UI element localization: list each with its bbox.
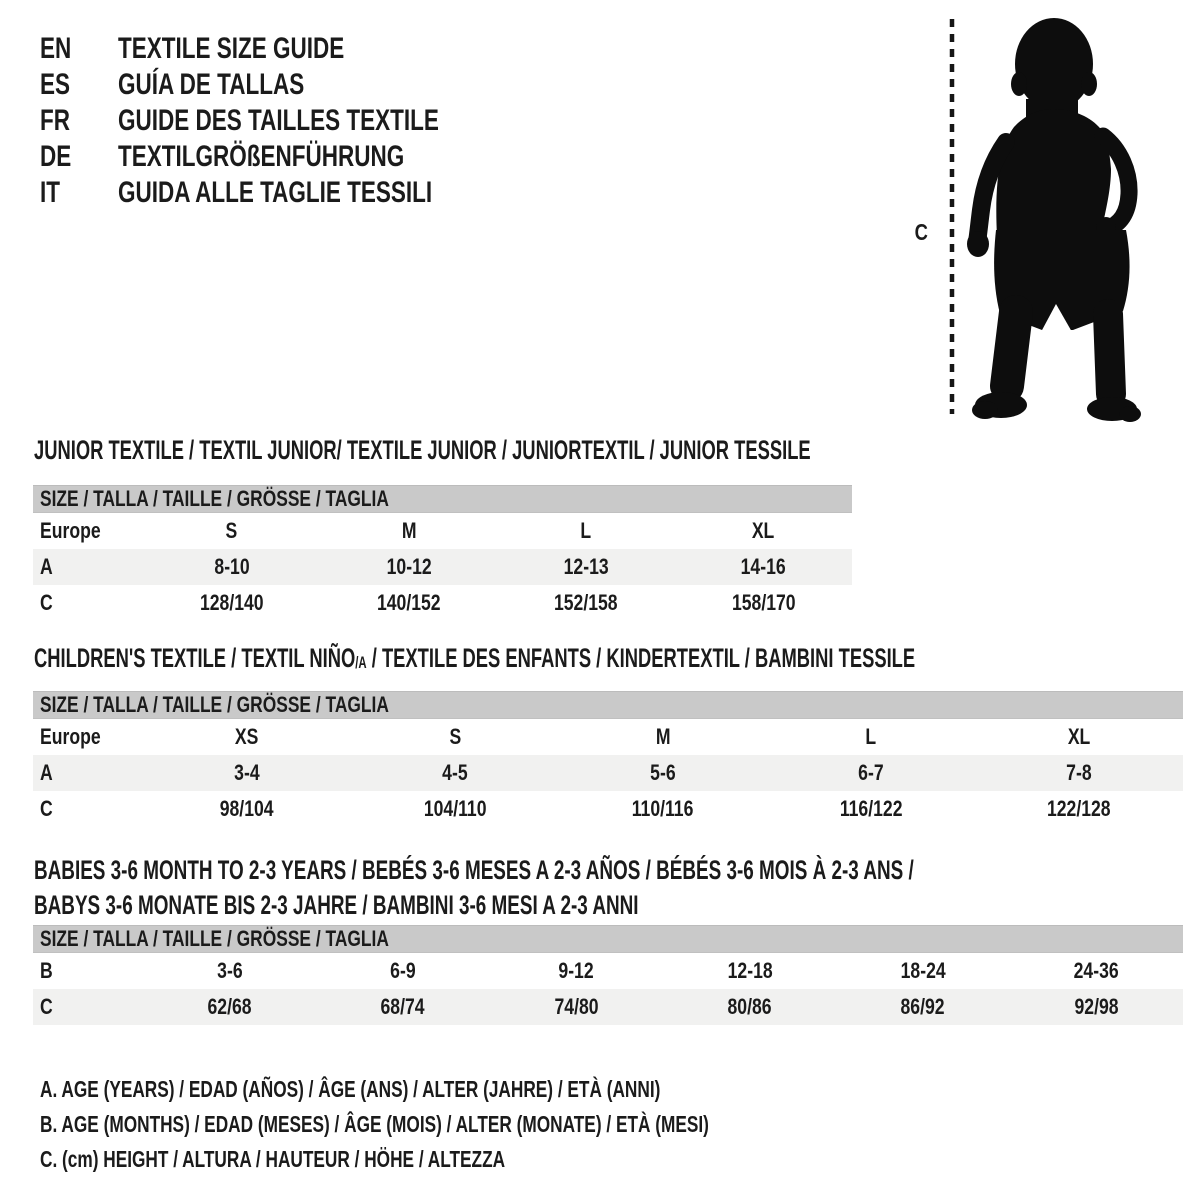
height-value: 158/170 [731, 590, 796, 615]
language-row [40, 31, 546, 67]
legend-line-b: B. AGE (MONTHS) / EDAD (MESES) / ÂGE (MOIS) / ALTER (MONATE) / ETÀ (MESI) [40, 1111, 709, 1137]
size-value: XS [235, 724, 259, 749]
age-months-value: 24-36 [1073, 958, 1119, 983]
language-row [40, 67, 546, 103]
age-value: 8-10 [213, 554, 250, 579]
babies-section-title [34, 853, 1200, 923]
table-row-europe [33, 719, 1183, 755]
language-code: FR [40, 104, 70, 137]
height-value: 86/92 [900, 994, 946, 1019]
age-value: 10-12 [386, 554, 432, 579]
language-code: ES [40, 68, 71, 101]
language-row [40, 139, 546, 175]
height-value: 116/122 [839, 796, 903, 821]
size-header-label: SIZE / TALLA / TAILLE / GRÖSSE / TAGLIA [40, 692, 389, 717]
table-row-europe [33, 513, 852, 549]
legend-line-c: C. (cm) HEIGHT / ALTURA / HAUTEUR / HÖHE / ALTEZZA [40, 1146, 506, 1172]
size-value: XL [1067, 724, 1091, 749]
height-measure-letter: C [914, 219, 928, 245]
age-value: 5-6 [650, 760, 676, 785]
height-value: 122/128 [1047, 796, 1111, 821]
size-value: XL [752, 518, 775, 543]
height-value: 104/110 [423, 796, 487, 821]
row-label: C [40, 796, 53, 821]
size-header-label: SIZE / TALLA / TAILLE / GRÖSSE / TAGLIA [40, 486, 389, 511]
legend [40, 1072, 932, 1177]
junior-section-title: JUNIOR TEXTILE / TEXTIL JUNIOR/ TEXTILE JUNIOR / JUNIORTEXTIL / JUNIOR TESSILE [34, 435, 811, 465]
height-value: 98/104 [220, 796, 274, 821]
age-months-value: 18-24 [900, 958, 946, 983]
age-value: 14-16 [740, 554, 786, 579]
guide-title: GUÍA DE TALLAS [118, 68, 305, 101]
babies-title-line1: BABIES 3-6 MONTH TO 2-3 YEARS / BEBÉS 3-6 MESES A 2-3 AÑOS / BÉBÉS 3-6 MOIS À 2-3 ANS / [34, 855, 914, 885]
height-value: 152/158 [554, 590, 618, 615]
guide-title: TEXTILE SIZE GUIDE [118, 32, 345, 65]
toddler-silhouette-icon [967, 18, 1141, 422]
guide-title: TEXTILGRÖßENFÜHRUNG [118, 140, 405, 173]
table-row-age-years [33, 549, 852, 585]
row-label: C [40, 994, 53, 1019]
size-value: S [225, 518, 238, 543]
size-header-label: SIZE / TALLA / TAILLE / GRÖSSE / TAGLIA [40, 926, 389, 951]
age-months-value: 12-18 [727, 958, 773, 983]
size-header-bar [33, 485, 852, 513]
table-row-age-months [33, 953, 1183, 989]
size-value: L [580, 518, 592, 543]
size-value: M [401, 518, 417, 543]
height-measure-label [903, 219, 939, 246]
language-code: DE [40, 140, 72, 173]
row-label: C [40, 590, 53, 615]
row-label: A [40, 760, 53, 785]
table-row-age-years [33, 755, 1183, 791]
age-value: 7-8 [1066, 760, 1092, 785]
language-title-list [40, 31, 546, 211]
language-code: IT [40, 176, 61, 209]
height-value: 128/140 [199, 590, 264, 615]
age-months-value: 9-12 [558, 958, 594, 983]
height-value: 110/116 [632, 796, 694, 821]
age-months-value: 3-6 [216, 958, 243, 983]
age-months-value: 6-9 [390, 958, 416, 983]
table-row-height-cm [33, 989, 1183, 1025]
age-value: 4-5 [442, 760, 468, 785]
size-value: M [655, 724, 671, 749]
nino-a-subscript: /A [355, 653, 367, 672]
size-header-bar [33, 925, 1183, 953]
babies-size-table [33, 925, 1183, 1025]
row-label: Europe [40, 724, 101, 749]
row-label: Europe [40, 518, 101, 543]
junior-size-table [33, 485, 852, 621]
height-value: 140/152 [377, 590, 441, 615]
language-row [40, 175, 546, 211]
children-size-table [33, 691, 1183, 827]
row-label: B [40, 958, 53, 983]
height-value: 92/98 [1074, 994, 1119, 1019]
size-value: S [449, 724, 461, 749]
babies-title-line2: BABYS 3-6 MONATE BIS 2-3 JAHRE / BAMBINI 3-6 MESI A 2-3 ANNI [34, 890, 639, 920]
height-value: 68/74 [380, 994, 426, 1019]
children-section-title: CHILDREN'S TEXTILE / TEXTIL NIÑO/A / TEXTILE DES ENFANTS / KINDERTEXTIL / BAMBINI TESSILE [34, 643, 916, 673]
guide-title: GUIDE DES TAILLES TEXTILE [118, 104, 439, 137]
legend-line-a: A. AGE (YEARS) / EDAD (AÑOS) / ÂGE (ANS) / ALTER (JAHRE) / ETÀ (ANNI) [40, 1076, 661, 1102]
age-value: 6-7 [858, 760, 884, 785]
height-value: 80/86 [727, 994, 772, 1019]
age-value: 3-4 [234, 760, 260, 785]
table-row-height-cm [33, 585, 852, 621]
guide-title: GUIDA ALLE TAGLIE TESSILI [118, 176, 433, 209]
row-label: A [40, 554, 53, 579]
size-header-bar [33, 691, 1183, 719]
height-value: 62/68 [207, 994, 252, 1019]
age-value: 12-13 [563, 554, 609, 579]
language-row [40, 103, 546, 139]
table-row-height-cm [33, 791, 1183, 827]
height-value: 74/80 [554, 994, 599, 1019]
language-code: EN [40, 32, 72, 65]
size-value: L [865, 724, 877, 749]
